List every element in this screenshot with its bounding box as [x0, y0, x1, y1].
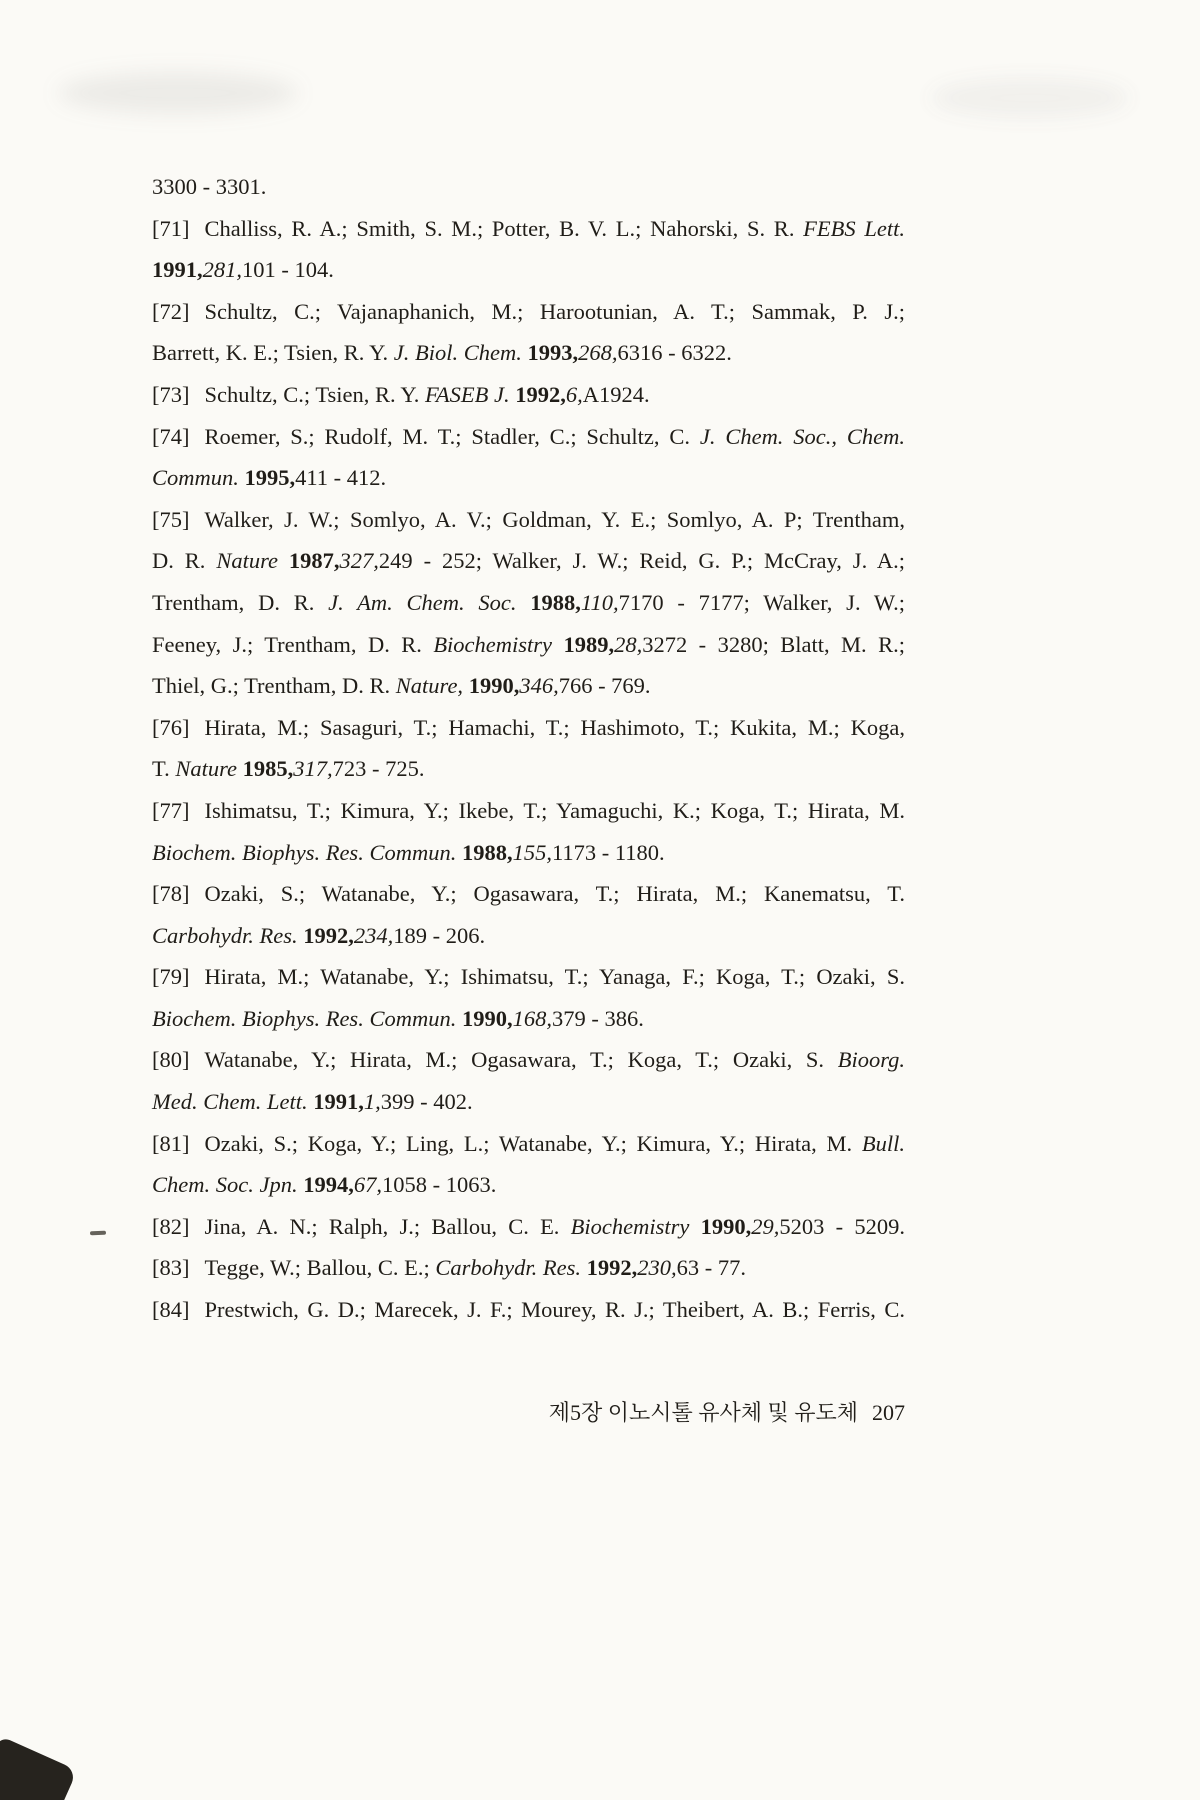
reference-line: [152, 707, 905, 749]
reference-line: [152, 748, 905, 790]
reference-number: [76]: [152, 714, 190, 740]
reference-text-segment: 1058 - 1063.: [381, 1172, 497, 1198]
reference-line: [152, 1123, 905, 1165]
reference-text-segment: Biochem. Biophys. Res. Commun.: [152, 1005, 462, 1031]
reference-text-segment: 1992,: [303, 922, 354, 948]
reference-item: [152, 1123, 905, 1206]
reference-line: [152, 374, 905, 416]
reference-text-segment: 723 - 725.: [332, 756, 425, 782]
reference-text-segment: 155,: [512, 839, 552, 865]
reference-text-segment: 379 - 386.: [551, 1005, 644, 1031]
reference-text-segment: Ozaki, S.; Watanabe, Y.; Ogasawara, T.; Hirata, M.; Kanematsu, T.: [204, 881, 905, 907]
reference-text-segment: Hirata, M.; Sasaguri, T.; Hamachi, T.; Hashimoto, T.; Kukita, M.; Koga,: [204, 714, 905, 740]
reference-line: [152, 915, 905, 957]
reference-item: [152, 790, 905, 873]
reference-text-segment: 1992,: [586, 1255, 638, 1281]
reference-number: [77]: [152, 797, 190, 823]
reference-text-segment: 189 - 206.: [393, 922, 486, 948]
reference-item: [152, 499, 905, 707]
reference-line: [152, 1039, 905, 1081]
reference-text-segment: A1924.: [582, 381, 650, 407]
reference-text-segment: Commun.: [152, 465, 245, 491]
reference-number: [75]: [152, 506, 190, 532]
reference-line: [152, 956, 905, 998]
reference-text-segment: J. Biol. Chem.: [393, 340, 528, 366]
reference-text-segment: Bioorg.: [837, 1047, 905, 1073]
reference-text-segment: 1988,: [530, 589, 581, 615]
reference-text-segment: 1991,: [313, 1089, 364, 1115]
reference-text-segment: 6316 - 6322.: [617, 340, 732, 366]
reference-line: [152, 457, 905, 499]
reference-text-segment: 1993,: [527, 340, 579, 366]
reference-text-segment: 1994,: [303, 1172, 354, 1198]
reference-item: [152, 208, 905, 291]
reference-text-segment: Ozaki, S.; Koga, Y.; Ling, L.; Watanabe, Y.; Kimura, Y.; Hirata, M.: [204, 1130, 862, 1156]
reference-text-segment: 63 - 77.: [676, 1255, 747, 1281]
reference-line: [152, 499, 905, 541]
reference-number: [79]: [152, 964, 190, 990]
reference-number: [82]: [152, 1213, 190, 1239]
reference-text-segment: 101 - 104.: [242, 257, 334, 283]
reference-line: [152, 624, 905, 666]
reference-number: [72]: [152, 298, 190, 324]
reference-item: [152, 707, 905, 790]
reference-text-segment: 281,: [202, 257, 242, 283]
reference-line: [152, 416, 905, 458]
reference-text-segment: 1990,: [468, 673, 520, 699]
reference-text-segment: 230,: [637, 1255, 677, 1281]
reference-number: [81]: [152, 1130, 190, 1156]
reference-text-segment: 1990,: [700, 1213, 752, 1239]
reference-list: [152, 208, 905, 1331]
reference-line: [152, 332, 905, 374]
reference-text-segment: Tegge, W.; Ballou, C. E.;: [204, 1255, 436, 1281]
reference-line: [152, 832, 905, 874]
reference-text-segment: FASEB J.: [425, 381, 516, 407]
reference-item: [152, 416, 905, 499]
reference-text-segment: 327,: [339, 548, 379, 574]
reference-text-segment: T.: [152, 756, 176, 782]
reference-text-segment: 1985,: [242, 756, 294, 782]
reference-line: [152, 665, 905, 707]
references-section: [152, 166, 905, 1331]
reference-item: [152, 291, 905, 374]
reference-text-segment: Nature: [216, 548, 289, 574]
reference-line: [152, 1081, 905, 1123]
reference-text-segment: Nature: [175, 756, 243, 782]
reference-text-segment: Ishimatsu, T.; Kimura, Y.; Ikebe, T.; Yamaguchi, K.; Koga, T.; Hirata, M.: [204, 797, 905, 823]
scan-artifact-corner-blob: [0, 1736, 77, 1800]
reference-line: [152, 1164, 905, 1206]
reference-text-segment: FEBS Lett.: [803, 215, 906, 241]
reference-text-segment: Biochemistry: [433, 631, 564, 657]
reference-text-segment: 234,: [353, 922, 394, 948]
reference-text-segment: 317,: [293, 756, 333, 782]
reference-text-segment: 110,: [580, 589, 619, 615]
reference-number: [71]: [152, 215, 190, 241]
reference-text-segment: 168,: [512, 1005, 552, 1031]
reference-number: [83]: [152, 1255, 190, 1281]
reference-text-segment: 268,: [578, 340, 618, 366]
reference-text-segment: 1988,: [461, 839, 513, 865]
reference-line: [152, 1206, 905, 1248]
carryover-page-range: 3300 - 3301.: [152, 174, 267, 199]
reference-text-segment: Carbohydr. Res.: [152, 922, 304, 948]
reference-text-segment: 1990,: [461, 1005, 513, 1031]
reference-text-segment: 5203 - 5209.: [779, 1213, 905, 1239]
reference-text-segment: D. R.: [152, 548, 217, 574]
reference-text-segment: 399 - 402.: [380, 1089, 473, 1115]
reference-number: [84]: [152, 1297, 190, 1323]
reference-line: [152, 1247, 905, 1289]
reference-item: [152, 873, 905, 956]
reference-text-segment: Jina, A. N.; Ralph, J.; Ballou, C. E.: [204, 1213, 571, 1239]
reference-text-segment: Barrett, K. E.; Tsien, R. Y.: [152, 340, 394, 366]
reference-line: [152, 291, 905, 333]
reference-number: [78]: [152, 881, 190, 907]
reference-line: [152, 540, 905, 582]
reference-text-segment: Prestwich, G. D.; Marecek, J. F.; Mourey, R. J.; Theibert, A. B.; Ferris, C.: [204, 1297, 905, 1323]
reference-text-segment: 67,: [353, 1172, 382, 1198]
reference-text-segment: Trentham, D. R.: [152, 589, 329, 615]
reference-text-segment: Watanabe, Y.; Hirata, M.; Ogasawara, T.; Koga, T.; Ozaki, S.: [204, 1047, 838, 1073]
reference-text-segment: Med. Chem. Lett.: [152, 1089, 314, 1115]
reference-line: [152, 582, 905, 624]
reference-text-segment: 1991,: [152, 257, 203, 283]
reference-text-segment: Schultz, C.; Vajanaphanich, M.; Harootunian, A. T.; Sammak, P. J.;: [204, 298, 905, 324]
reference-text-segment: 1989,: [563, 631, 615, 657]
reference-number: [80]: [152, 1047, 190, 1073]
reference-text-segment: 7170 - 7177; Walker, J. W.;: [618, 589, 905, 615]
reference-text-segment: 346,: [519, 673, 559, 699]
scan-artifact-dash: [90, 1231, 106, 1236]
reference-text-segment: Schultz, C.; Tsien, R. Y.: [204, 381, 426, 407]
reference-number: [73]: [152, 381, 190, 407]
reference-item: [152, 1206, 905, 1248]
reference-item: [152, 956, 905, 1039]
reference-text-segment: Chem. Soc. Jpn.: [152, 1172, 304, 1198]
footer-chapter-title: 제5장 이노시톨 유사체 및 유도체: [548, 1400, 858, 1425]
reference-text-segment: 1995,: [244, 465, 296, 491]
reference-text-segment: Biochem. Biophys. Res. Commun.: [152, 839, 462, 865]
reference-text-segment: 1173 - 1180.: [551, 839, 665, 865]
reference-line: [152, 208, 905, 250]
reference-text-segment: 3272 - 3280; Blatt, M. R.;: [642, 631, 905, 657]
scan-smudge-top-right: [930, 78, 1130, 118]
reference-text-segment: Nature,: [395, 673, 469, 699]
reference-line: [152, 998, 905, 1040]
reference-text-segment: Biochemistry: [570, 1213, 701, 1239]
reference-text-segment: Hirata, M.; Watanabe, Y.; Ishimatsu, T.; Yanaga, F.; Koga, T.; Ozaki, S.: [204, 964, 905, 990]
reference-item: [152, 1247, 905, 1289]
reference-number: [74]: [152, 423, 190, 449]
reference-text-segment: 411 - 412.: [295, 465, 387, 491]
reference-text-segment: Thiel, G.; Trentham, D. R.: [152, 673, 396, 699]
reference-text-segment: J. Am. Chem. Soc.: [328, 589, 531, 615]
reference-line: [152, 1289, 905, 1331]
reference-item: [152, 1039, 905, 1122]
scan-smudge-top-left: [58, 72, 298, 114]
reference-text-segment: 29,: [751, 1213, 780, 1239]
footer-page-number: 207: [872, 1400, 905, 1425]
reference-text-segment: Carbohydr. Res.: [435, 1255, 587, 1281]
reference-line: [152, 873, 905, 915]
reference-line: [152, 790, 905, 832]
reference-text-segment: 1,: [363, 1089, 381, 1115]
reference-text-segment: Roemer, S.; Rudolf, M. T.; Stadler, C.; Schultz, C.: [204, 423, 700, 449]
reference-text-segment: 1992,: [515, 381, 566, 407]
reference-text-segment: 28,: [614, 631, 643, 657]
reference-text-segment: Bull.: [861, 1130, 905, 1156]
page-footer: [152, 1398, 905, 1428]
reference-text-segment: Feeney, J.; Trentham, D. R.: [152, 631, 434, 657]
reference-text-segment: 1987,: [288, 548, 340, 574]
reference-text-segment: 6,: [565, 381, 583, 407]
reference-line: [152, 249, 905, 291]
reference-text-segment: 766 - 769.: [558, 673, 651, 699]
reference-item: [152, 1289, 905, 1331]
reference-text-segment: Challiss, R. A.; Smith, S. M.; Potter, B. V. L.; Nahorski, S. R.: [204, 215, 804, 241]
reference-item: [152, 374, 905, 416]
reference-text-segment: Walker, J. W.; Somlyo, A. V.; Goldman, Y. E.; Somlyo, A. P; Trentham,: [204, 506, 905, 532]
reference-text-segment: 249 - 252; Walker, J. W.; Reid, G. P.; McCray, J. A.;: [378, 548, 905, 574]
reference-text-segment: J. Chem. Soc., Chem.: [699, 423, 905, 449]
